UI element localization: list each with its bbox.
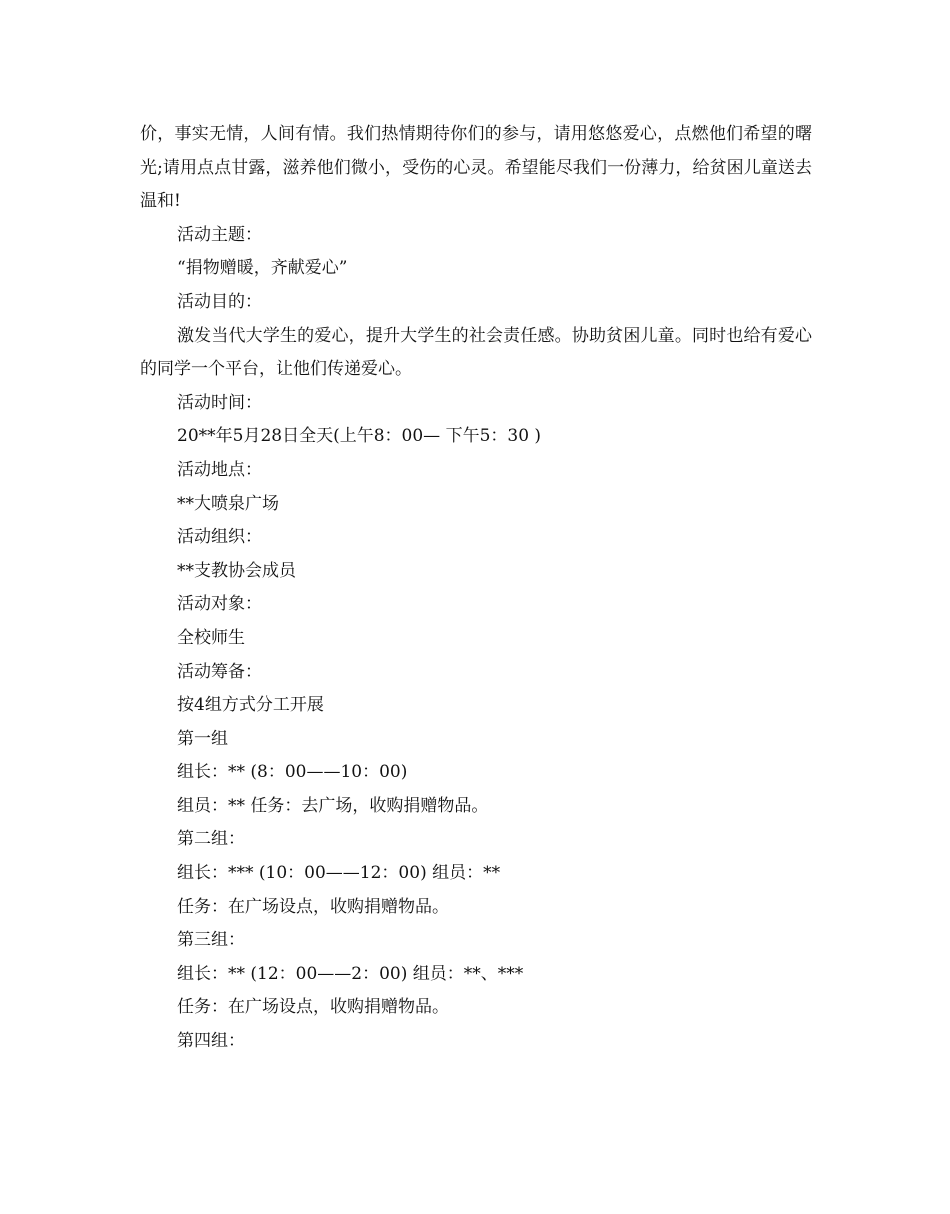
- intro-paragraph: 价，事实无情，人间有情。我们热情期待你们的参与，请用悠悠爱心，点燃他们希望的曙光;请用点点甘露，滋养他们微小，受伤的心灵。希望能尽我们一份薄力，给贫困儿童送去温和!: [140, 124, 812, 212]
- group3-task: 任务：在广场设点，收购捐赠物品。: [177, 997, 449, 1018]
- document-body: [140, 118, 812, 1059]
- time-heading: 活动时间：: [177, 392, 262, 413]
- target-heading: 活动对象：: [177, 594, 262, 615]
- group2-leader: 组长：*** (10：00——12：00) 组员：**: [177, 863, 501, 884]
- purpose-text: 激发当代大学生的爱心，提升大学生的社会责任感。协助贫困儿童。同时也给有爱心的同学一个平台，让他们传递爱心。: [140, 325, 812, 380]
- group2-heading: 第二组：: [177, 829, 245, 850]
- prep-heading: 活动筹备：: [177, 661, 262, 682]
- group1-leader: 组长：** (8：00——10：00): [177, 762, 408, 783]
- theme-text: “捐物赠暖，齐献爱心”: [177, 258, 348, 279]
- group1-heading: 第一组: [177, 728, 228, 749]
- group3-leader: 组长：** (12：00——2：00) 组员：**、***: [177, 963, 524, 984]
- org-text: **支教协会成员: [177, 560, 296, 581]
- prep-text: 按4组方式分工开展: [177, 695, 324, 716]
- group4-heading: 第四组：: [177, 1031, 245, 1052]
- time-text: 20**年5月28日全天(上午8：00— 下午5：30 ): [177, 426, 542, 447]
- place-heading: 活动地点：: [177, 459, 262, 480]
- group1-members: 组员：** 任务：去广场，收购捐赠物品。: [177, 795, 489, 816]
- group3-heading: 第三组：: [177, 930, 245, 951]
- org-heading: 活动组织：: [177, 527, 262, 548]
- group2-task: 任务：在广场设点，收购捐赠物品。: [177, 896, 449, 917]
- target-text: 全校师生: [177, 627, 245, 648]
- theme-heading: 活动主题：: [177, 224, 262, 245]
- place-text: **大喷泉广场: [177, 493, 279, 514]
- purpose-heading: 活动目的：: [177, 291, 262, 312]
